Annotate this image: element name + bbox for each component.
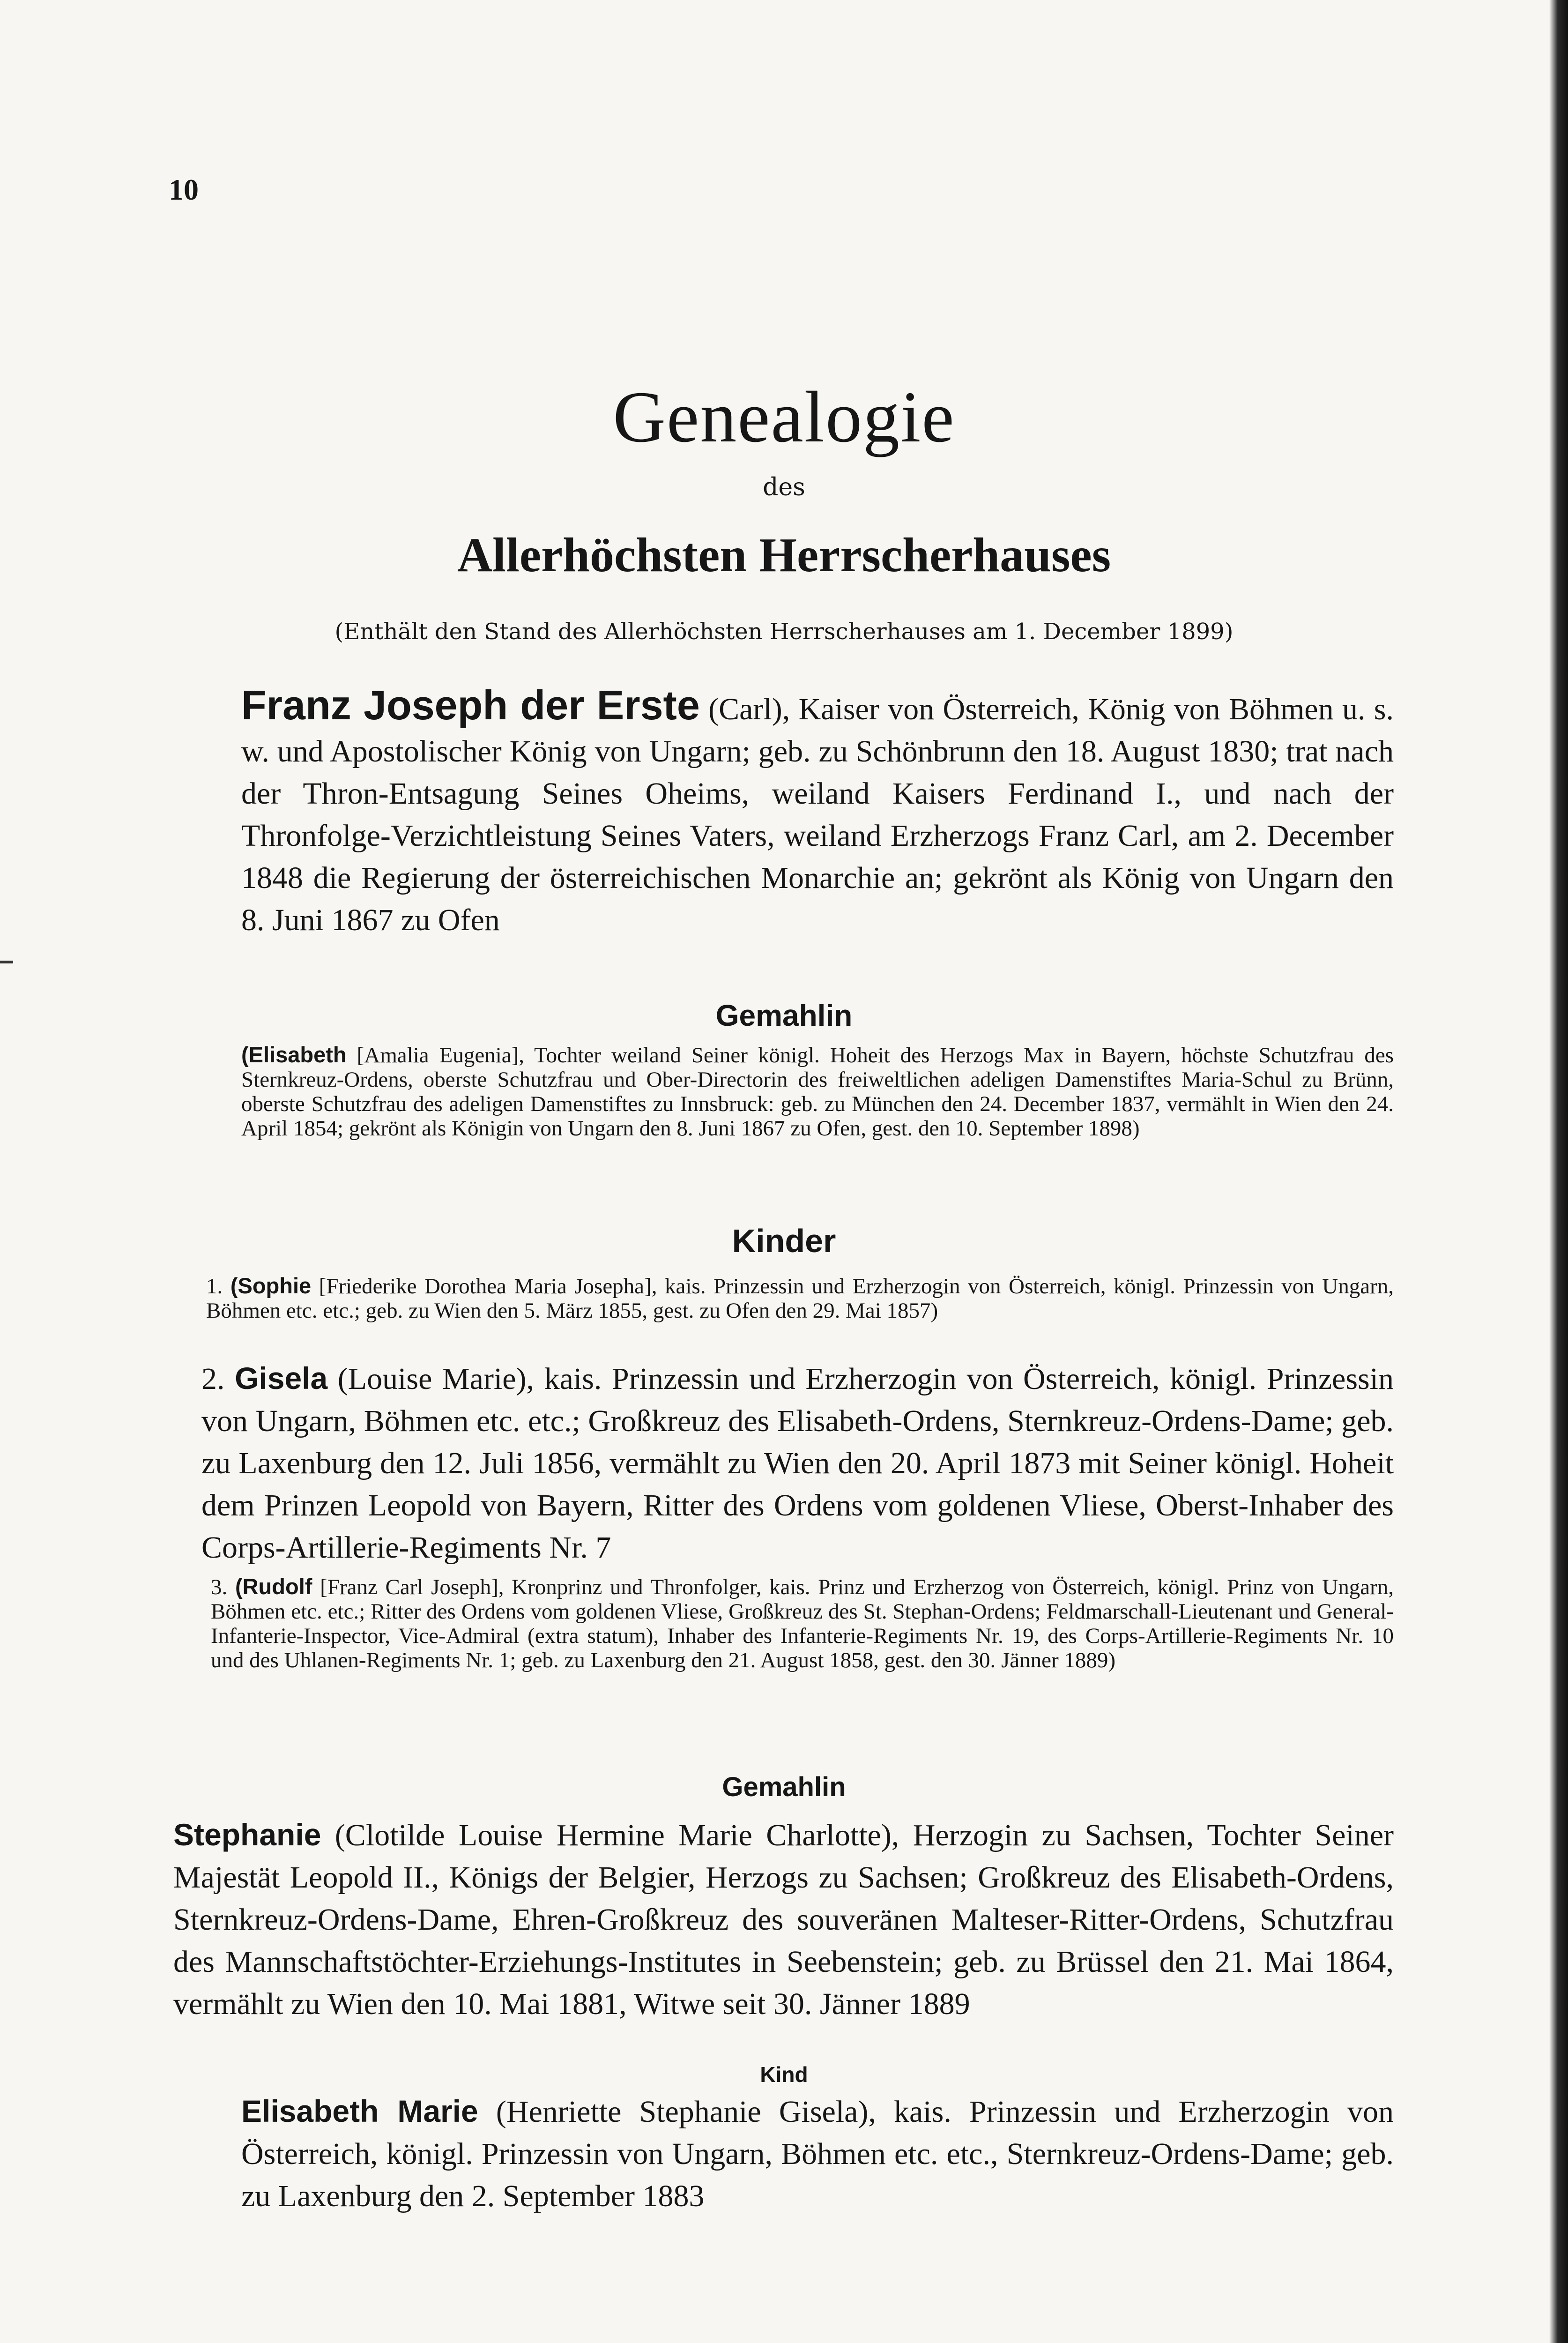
child-entry-2 xyxy=(201,1357,1394,1569)
house-title: Allerhöchsten Herrscherhauses xyxy=(457,528,1111,582)
stephanie-text: (Clotilde Louise Hermine Marie Charlotte), Herzogin zu Sachsen, Tochter Seiner Majestät Leopold II., Königs der Belgier, Herzogs zu Sachsen; Großkreuz des Elisabeth-Ordens, Sternkreuz-Ordens-Dame, Ehren-Großkreuz des souveränen Malteser-Ritter-Ordens, Schutzfrau des Mannschaftstöchter-Erziehungs-Institutes in Seebenstein; geb. zu Brüssel den 21. Mai 1864, vermählt zu Wien den 10. Mai 1881, Witwe seit 30. Jänner 1889 xyxy=(173,1818,1394,2021)
elisabeth-marie-name: Elisabeth Marie xyxy=(241,2094,478,2128)
emperor-entry xyxy=(241,684,1394,941)
child-text: (Louise Marie), kais. Prinzessin und Erzherzogin von Österreich, königl. Prinzessin von Ungarn, Böhmen etc. etc.; Großkreuz des Elisabeth-Ordens, Sternkreuz-Ordens-Dame; geb. zu Laxenburg den 12. Juli 1856, vermählt zu Wien den 20. April 1873 mit Seiner königl. Hoheit dem Prinzen Leopold von Bayern, Ritter des Ordens vom goldenen Vliese, Oberst-Inhaber des Corps-Artillerie-Regiments Nr. 7 xyxy=(201,1362,1394,1565)
elisabeth-text: [Amalia Eugenia], Tochter weiland Seiner königl. Hoheit des Herzogs Max in Bayern, höchste Schutzfrau des Sternkreuz-Ordens, oberste Schutzfrau und Ober-Directorin des freiweltlichen adeligen Damenstiftes Maria-Schul zu Brünn, oberste Schutzfrau des adeligen Damenstiftes zu Innsbruck: geb. zu München den 24. December 1837, vermählt in Wien den 24. April 1854; gekrönt als Königin von Ungarn den 8. Juni 1867 zu Ofen, gest. den 10. September 1898) xyxy=(241,1043,1394,1141)
child-entry-3 xyxy=(211,1574,1394,1672)
status-note: (Enthält den Stand des Allerhöchsten Herrscherhauses am 1. December 1899) xyxy=(334,619,1234,645)
gemahlin-heading: Gemahlin xyxy=(722,1772,846,1802)
elisabeth-name: (Elisabeth xyxy=(241,1042,347,1067)
stephanie-entry xyxy=(173,1813,1394,2025)
child-entry-1 xyxy=(206,1274,1394,1323)
gemahlin-heading: Gemahlin xyxy=(715,999,853,1032)
emperor-text: (Carl), Kaiser von Österreich, König von Böhmen u. s. w. und Apostolischer König von Ungarn; geb. zu Schönbrunn den 18. August 1830; trat nach der Thron-Entsagung Seines Oheims, weiland Kaisers Ferdinand I., und nach der Thronfolge-Verzichtleistung Seines Vaters, weiland Erzherzogs Franz Carl, am 2. December 1848 die Regierung der österreichischen Monarchie an; gekrönt als König von Ungarn den 8. Juni 1867 zu Ofen xyxy=(241,692,1394,937)
page-title: Genealogie xyxy=(613,376,955,457)
emperor-name: Franz Joseph der Erste xyxy=(241,682,700,728)
child-text: [Franz Carl Joseph], Kronprinz und Thronfolger, kais. Prinz und Erzherzog von Österreich, königl. Prinz von Ungarn, Böhmen etc. etc.; Ritter des Ordens vom goldenen Vliese, Großkreuz des St. Stephan-Ordens; Feldmarschall-Lieutenant und General-Infanterie-Inspector, Vice-Admiral (extra statum), Inhaber des Infanterie-Regiments Nr. 19, des Corps-Artillerie-Regiments Nr. 10 und des Uhlanen-Regiments Nr. 1; geb. zu Laxenburg den 21. August 1858, gest. den 30. Jänner 1889) xyxy=(211,1575,1394,1672)
kinder-heading: Kinder xyxy=(732,1223,836,1259)
elisabeth-marie-text: (Henriette Stephanie Gisela), kais. Prinzessin und Erzherzogin von Österreich, königl. Prinzessin von Ungarn, Böhmen etc. etc., Sternkreuz-Ordens-Dame; geb. zu Laxenburg den 2. September 1883 xyxy=(241,2095,1394,2213)
scan-mark xyxy=(0,961,13,963)
child-number: 1. xyxy=(206,1274,223,1298)
kind-heading: Kind xyxy=(760,2062,808,2087)
child-name: (Sophie xyxy=(230,1273,312,1298)
scan-border xyxy=(1549,0,1568,2343)
child-name: Gisela xyxy=(235,1361,328,1395)
child-text: [Friederike Dorothea Maria Josepha], kais. Prinzessin und Erzherzogin von Österreich, königl. Prinzessin von Ungarn, Böhmen etc. etc.; geb. zu Wien den 5. März 1855, gest. zu Ofen den 29. Mai 1857) xyxy=(206,1274,1394,1323)
page-number: 10 xyxy=(169,173,199,206)
elisabeth-marie-entry xyxy=(241,2090,1394,2217)
title-connector: des xyxy=(763,473,805,501)
elisabeth-entry xyxy=(241,1043,1394,1141)
stephanie-name: Stephanie xyxy=(173,1817,321,1852)
child-number: 3. xyxy=(211,1575,228,1599)
child-number: 2. xyxy=(201,1362,225,1396)
child-name: (Rudolf xyxy=(235,1574,312,1599)
